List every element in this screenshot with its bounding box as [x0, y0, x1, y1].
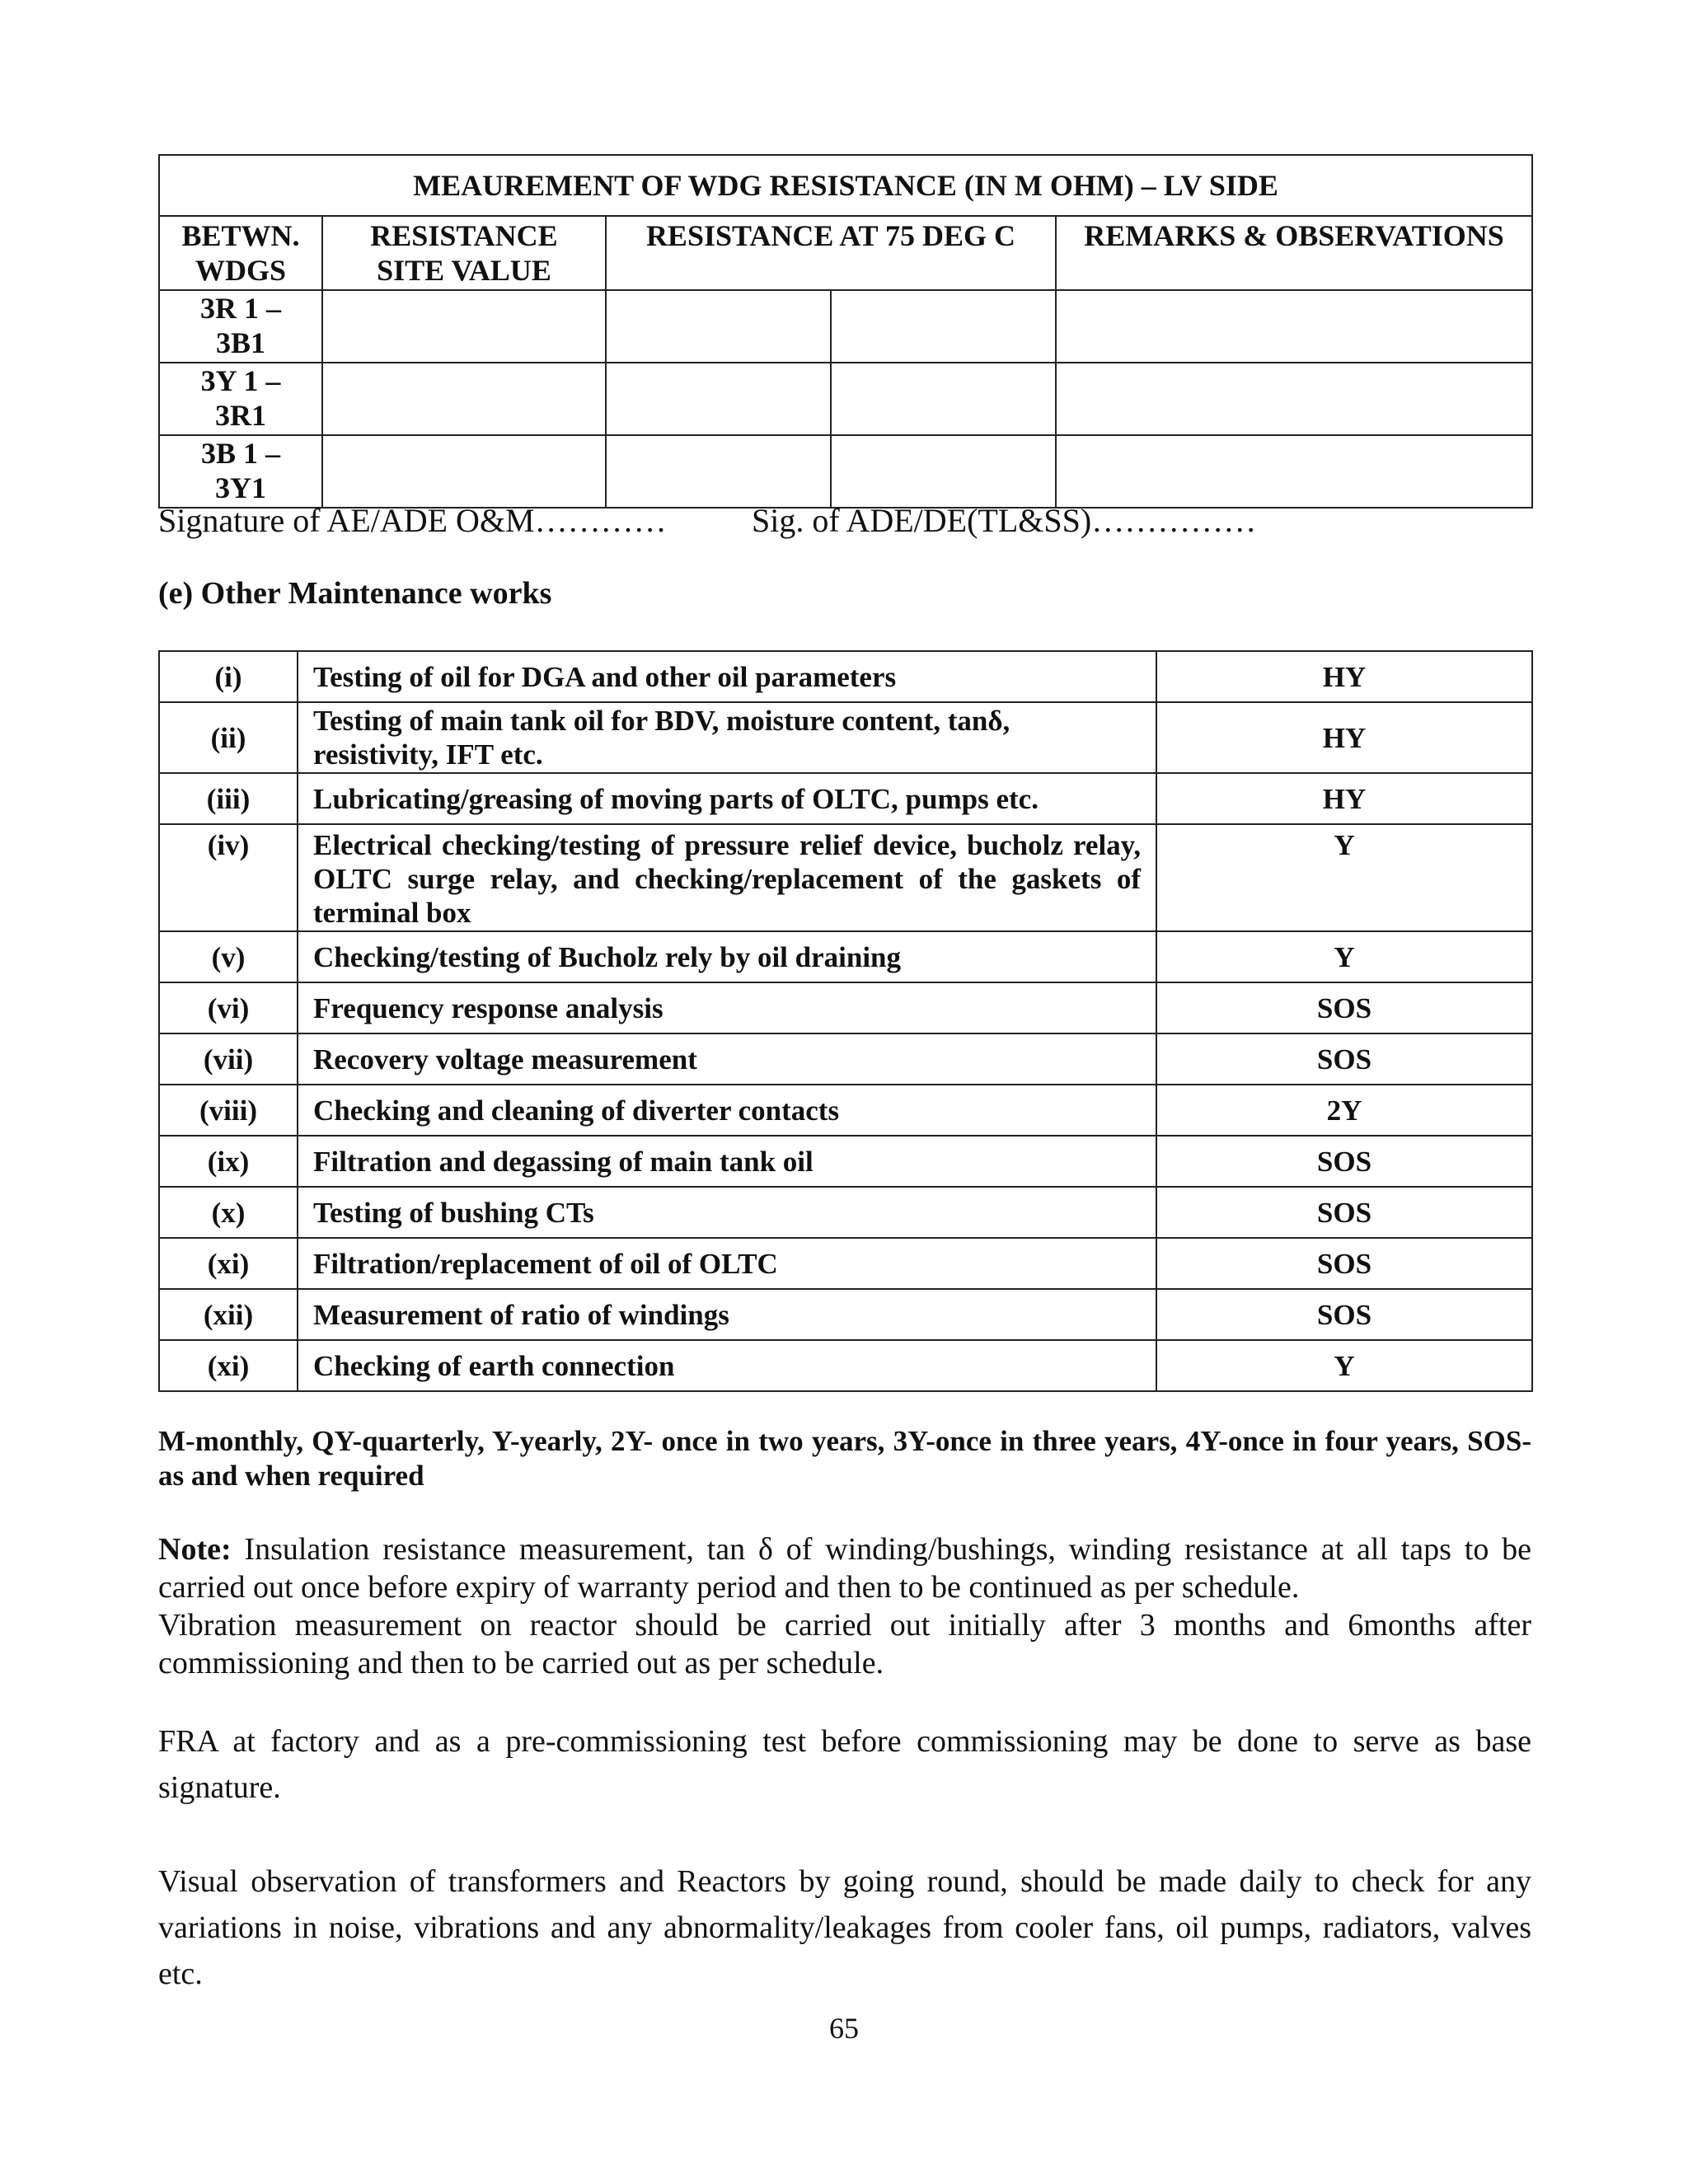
item-description: Testing of main tank oil for BDV, moisture content, tanδ, resistivity, IFT etc. [298, 702, 1156, 773]
item-description: Frequency response analysis [298, 982, 1156, 1033]
item-number: (iv) [159, 824, 298, 931]
visual-observation-paragraph: Visual observation of transformers and Reactors by going round, should be made daily to check for any variations in noise, vibrations and any abnormality/leakages from cooler fans, oil pumps, radiators, valves etc. [158, 1864, 1531, 1991]
item-frequency: Y [1156, 931, 1532, 982]
item-number: (vi) [159, 982, 298, 1033]
value-75-cell-b[interactable] [831, 363, 1056, 435]
item-description: Checking and cleaning of diverter contacts [298, 1085, 1156, 1136]
table-row [159, 1187, 1532, 1238]
note-vibration-text: Vibration measurement on reactor should be carried out initially after 3 months and 6months after commissioning and then to be carried out as per schedule. [158, 1608, 1531, 1680]
winding-pair-line1: 3B 1 – [200, 437, 280, 470]
item-frequency: SOS [1156, 1187, 1532, 1238]
table-row [159, 1033, 1532, 1085]
item-frequency: Y [1156, 824, 1532, 931]
table-row [159, 1136, 1532, 1187]
page-number: 65 [829, 2012, 859, 2045]
winding-pair-cell [159, 363, 322, 435]
item-frequency: 2Y [1156, 1085, 1532, 1136]
table-title: MEAUREMENT OF WDG RESISTANCE (IN M OHM) – LV SIDE [159, 155, 1532, 216]
table-row [159, 982, 1532, 1033]
winding-pair-cell [159, 290, 322, 363]
header-remarks: REMARKS & OBSERVATIONS [1056, 216, 1532, 290]
item-description: Electrical checking/testing of pressure relief device, bucholz relay, OLTC surge relay, and checking/replacement of the gaskets of terminal box [298, 824, 1156, 931]
fra-paragraph: FRA at factory and as a pre-commissioning test before commissioning may be done to serve as base signature. [158, 1724, 1531, 1805]
site-value-cell[interactable] [322, 290, 606, 363]
header-betwn-line1: BETWN. [181, 219, 300, 252]
item-number: (vii) [159, 1033, 298, 1085]
remarks-cell[interactable] [1056, 435, 1532, 508]
site-value-cell[interactable] [322, 435, 606, 508]
item-frequency: SOS [1156, 982, 1532, 1033]
winding-pair-line2: 3B1 [215, 326, 265, 359]
item-number: (iii) [159, 773, 298, 824]
item-number: (ii) [159, 702, 298, 773]
winding-pair-cell [159, 435, 322, 508]
value-75-cell-a[interactable] [606, 435, 831, 508]
item-frequency: SOS [1156, 1136, 1532, 1187]
value-75-cell-a[interactable] [606, 363, 831, 435]
note-text: Insulation resistance measurement, tan δ of winding/bushings, winding resistance at all taps to be carried out once before expiry of warranty period and then to be continued as per schedule. [158, 1532, 1531, 1605]
header-site-value [322, 216, 606, 290]
table-row [159, 931, 1532, 982]
item-frequency: SOS [1156, 1289, 1532, 1340]
item-frequency: Y [1156, 1340, 1532, 1391]
table-row [159, 651, 1532, 702]
table-row [159, 773, 1532, 824]
table-row [159, 824, 1532, 931]
item-number: (v) [159, 931, 298, 982]
site-value-cell[interactable] [322, 363, 606, 435]
header-site-line1: RESISTANCE [370, 219, 558, 252]
item-number: (x) [159, 1187, 298, 1238]
header-betwn-wdgs [159, 216, 322, 290]
item-number: (viii) [159, 1085, 298, 1136]
item-frequency: SOS [1156, 1238, 1532, 1289]
item-description: Measurement of ratio of windings [298, 1289, 1156, 1340]
item-number: (xi) [159, 1340, 298, 1391]
item-number: (i) [159, 651, 298, 702]
value-75-cell-a[interactable] [606, 290, 831, 363]
header-resistance-75: RESISTANCE AT 75 DEG C [606, 216, 1056, 290]
item-description: Checking/testing of Bucholz rely by oil draining [298, 931, 1156, 982]
item-frequency: HY [1156, 773, 1532, 824]
signature-ade-de: Sig. of ADE/DE(TL&SS)…………… [752, 502, 1257, 539]
header-betwn-line2: WDGS [195, 254, 287, 287]
item-frequency: SOS [1156, 1033, 1532, 1085]
item-frequency: HY [1156, 651, 1532, 702]
item-description: Filtration/replacement of oil of OLTC [298, 1238, 1156, 1289]
item-number: (xi) [159, 1238, 298, 1289]
item-description: Recovery voltage measurement [298, 1033, 1156, 1085]
table-row [159, 1289, 1532, 1340]
item-description: Checking of earth connection [298, 1340, 1156, 1391]
table-row [159, 1340, 1532, 1391]
note-label: Note: [158, 1532, 232, 1567]
winding-pair-line2: 3R1 [215, 399, 266, 432]
table-row [159, 702, 1532, 773]
table-row [159, 1085, 1532, 1136]
item-frequency: HY [1156, 702, 1532, 773]
wdg-resistance-table [158, 154, 1533, 509]
winding-pair-line1: 3R 1 – [200, 292, 281, 325]
item-description: Filtration and degassing of main tank oil [298, 1136, 1156, 1187]
section-heading: (e) Other Maintenance works [158, 576, 552, 611]
value-75-cell-b[interactable] [831, 435, 1056, 508]
frequency-legend: M-monthly, QY-quarterly, Y-yearly, 2Y- once in two years, 3Y-once in three years, 4Y-once in four years, SOS-as and when required [158, 1425, 1531, 1492]
table-row [159, 1238, 1532, 1289]
header-site-line2: SITE VALUE [377, 254, 551, 287]
value-75-cell-b[interactable] [831, 290, 1056, 363]
note-paragraph [158, 1530, 1531, 1682]
winding-pair-line2: 3Y1 [215, 471, 266, 504]
item-description: Testing of bushing CTs [298, 1187, 1156, 1238]
item-number: (xii) [159, 1289, 298, 1340]
signature-ae-ade: Signature of AE/ADE O&M………… [158, 502, 667, 539]
item-description: Testing of oil for DGA and other oil parameters [298, 651, 1156, 702]
item-description: Lubricating/greasing of moving parts of OLTC, pumps etc. [298, 773, 1156, 824]
remarks-cell[interactable] [1056, 290, 1532, 363]
item-number: (ix) [159, 1136, 298, 1187]
maintenance-works-table [158, 650, 1533, 1392]
remarks-cell[interactable] [1056, 363, 1532, 435]
winding-pair-line1: 3Y 1 – [200, 364, 281, 397]
